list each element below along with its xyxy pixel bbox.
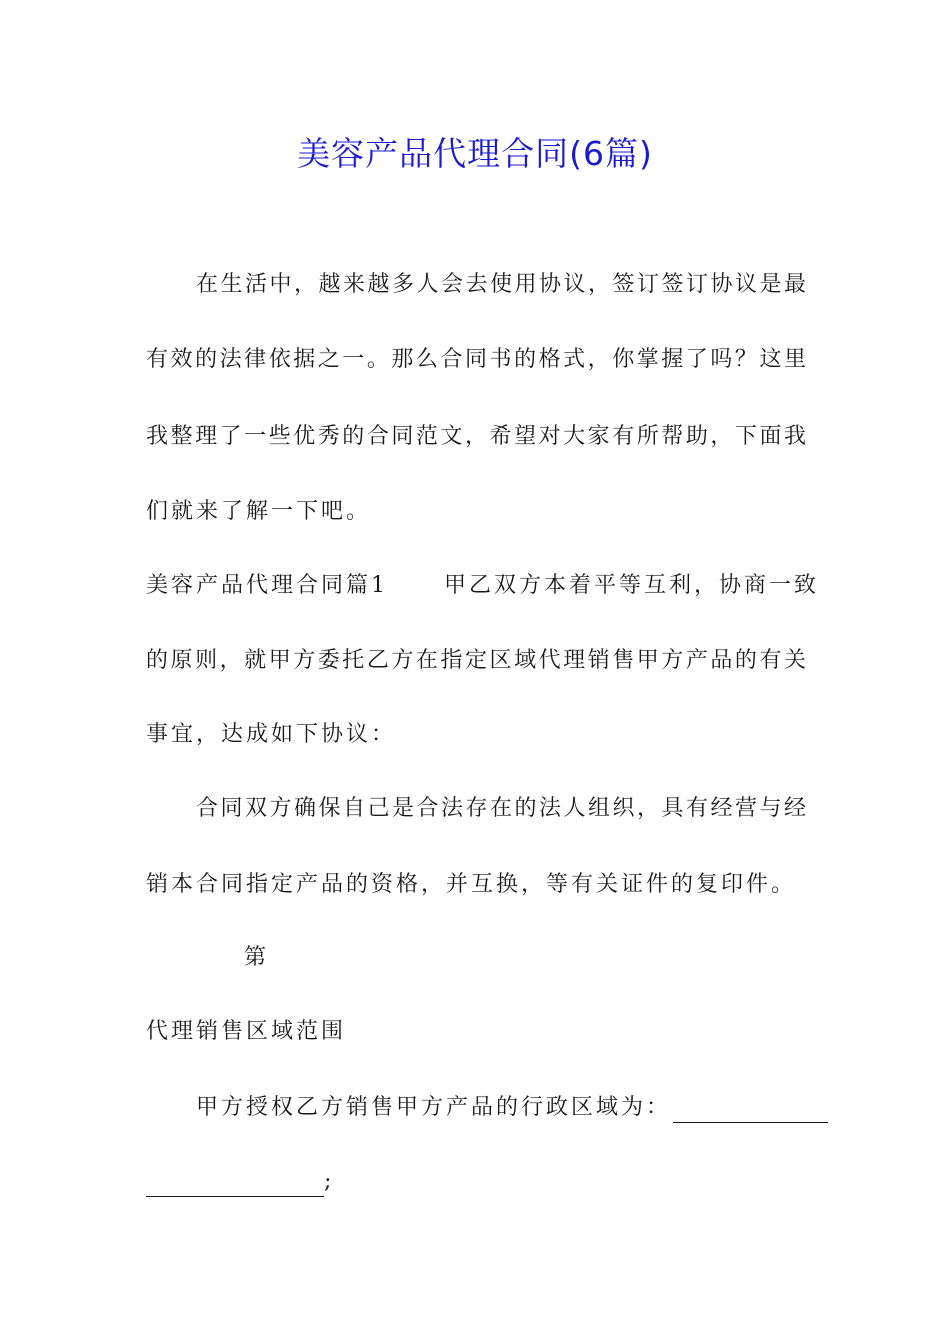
intro-line-2: 有效的法律依据之一。那么合同书的格式，你掌握了吗？这里 — [146, 347, 806, 372]
fill-in-blank-1 — [673, 1098, 828, 1123]
clause-text-line — [196, 1093, 806, 1123]
fill-in-blank-2 — [146, 1172, 324, 1197]
section-heading: 美容产品代理合同篇1 — [146, 573, 388, 598]
section-line-2: 的原则，就甲方委托乙方在指定区域代理销售甲方产品的有关 — [146, 648, 806, 673]
clause-end-line — [146, 1167, 806, 1197]
intro-line-4: 们就来了解一下吧。 — [146, 499, 372, 524]
clause-text: 甲方授权乙方销售甲方产品的行政区域为： — [196, 1095, 672, 1120]
paragraph2-line-1: 合同双方确保自己是合法存在的法人组织，具有经营与经 — [196, 796, 806, 821]
clause-title: 代理销售区域范围 — [146, 1019, 347, 1044]
section-line-3: 事宜，达成如下协议： — [146, 722, 397, 747]
clause-end: ; — [324, 1169, 335, 1194]
intro-line-1: 在生活中，越来越多人会去使用协议，签订签订协议是最 — [196, 272, 806, 297]
paragraph2-line-2: 销本合同指定产品的资格，并互换，等有关证件的复印件。 — [146, 872, 797, 897]
intro-line-3: 我整理了一些优秀的合同范文，希望对大家有所帮助，下面我 — [146, 424, 806, 449]
document-title: 美容产品代理合同(6篇) — [297, 134, 653, 173]
section-heading-line — [146, 571, 820, 601]
clause-marker: 第 — [244, 945, 270, 970]
section-line-1: 甲乙双方本着平等互利，协商一致 — [444, 573, 820, 598]
